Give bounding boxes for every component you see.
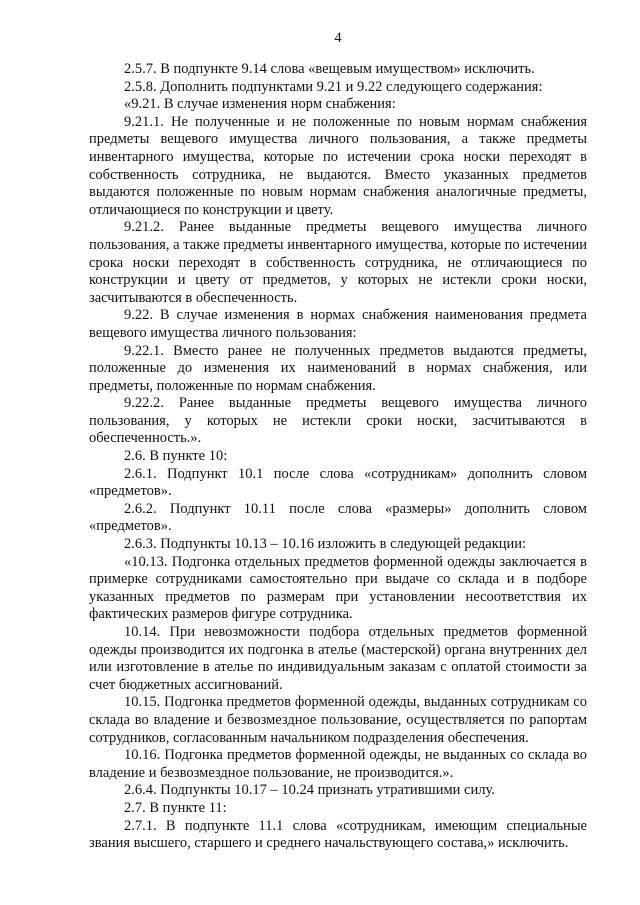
paragraph-2-7: 2.7. В пункте 11: [124, 799, 227, 816]
paragraph-2-6-1: 2.6.1. Подпункт 10.1 после слова «сотрудникам» дополнить словом «предметов». [89, 465, 587, 500]
paragraph-2-6-2: 2.6.2. Подпункт 10.11 после слова «размеры» дополнить словом «предметов». [89, 500, 587, 535]
paragraph-9-22: 9.22. В случае изменения в нормах снабжения наименования предмета вещевого имущества личного пользования: [89, 307, 587, 341]
paragraph-9-21: «9.21. В случае изменения норм снабжения: [124, 96, 396, 113]
paragraph-10-14: 10.14. При невозможности подбора отдельных предметов форменной одежды производится их подгонка в ателье (мастерской) органа внутренних дел или изготовление в ателье по индивидуальным заказам с оплатой стоимости за счет бюджетных ассигнований. [89, 624, 587, 693]
document-body [89, 61, 587, 853]
paragraph-9-22-1: 9.22.1. Вместо ранее не полученных предметов выдаются предметы, положенные до изменения их наименований в нормах снабжения, или предметы, положенные по нормам снабжения. [89, 342, 587, 394]
page-number: 4 [334, 30, 342, 46]
paragraph-2-7-1: 2.7.1. В подпункте 11.1 слова «сотрудникам, имеющим специальные звания высшего, старшего и среднего начальствующего состава,» исключить. [89, 817, 587, 852]
paragraph-2-6: 2.6. В пункте 10: [124, 448, 228, 465]
paragraph-10-13: «10.13. Подгонка отдельных предметов форменной одежды заключается в примерке сотрудниками самостоятельно при выдаче со склада и в подборе указанных предметов по размерам при установлении несоответствия их фактических размеров фигуре сотрудника. [89, 553, 587, 623]
paragraph-2-6-4: 2.6.4. Подпункты 10.17 – 10.24 признать утратившими силу. [124, 782, 495, 799]
paragraph-2-6-3: 2.6.3. Подпункты 10.13 – 10.16 изложить в следующей редакции: [124, 536, 527, 553]
paragraph-9-21-2: 9.21.2. Ранее выданные предметы вещевого имущества личного пользования, а также предметы инвентарного имущества, которые по истечении срока носки переходят в собственность сотрудника, не отличающиеся по конструкции и цвету от предметов, у которых не истекли сроки носки, засчитываются в обеспеченность. [89, 219, 587, 306]
paragraph-2-5-8: 2.5.8. Дополнить подпунктами 9.21 и 9.22 следующего содержания: [124, 78, 543, 95]
paragraph-2-5-7: 2.5.7. В подпункте 9.14 слова «вещевым имуществом» исключить. [124, 61, 535, 77]
paragraph-9-22-2: 9.22.2. Ранее выданные предметы вещевого имущества личного пользования, у которых не истекли сроки носки, засчитываются в обеспеченность.». [89, 395, 587, 447]
paragraph-9-21-1: 9.21.1. Не полученные и не положенные по новым нормам снабжения предметы вещевого имущества личного пользования, а также предметы инвентарного имущества, которые по истечении срока носки переходят в собственность сотрудника, не выдаются. Вместо указанных предметов выдаются положенные по новым нормам снабжения аналогичные предметы, отличающиеся по конструкции и цвету. [89, 113, 587, 218]
paragraph-10-16: 10.16. Подгонка предметов форменной одежды, не выданных со склада во владение и безвозмездное пользование, не производится.». [89, 747, 587, 781]
paragraph-10-15: 10.15. Подгонка предметов форменной одежды, выданных сотрудникам со склада во владение и безвозмездное пользование, осуществляется по рапортам сотрудников, согласованным начальником подразделения обеспечения. [89, 694, 587, 746]
